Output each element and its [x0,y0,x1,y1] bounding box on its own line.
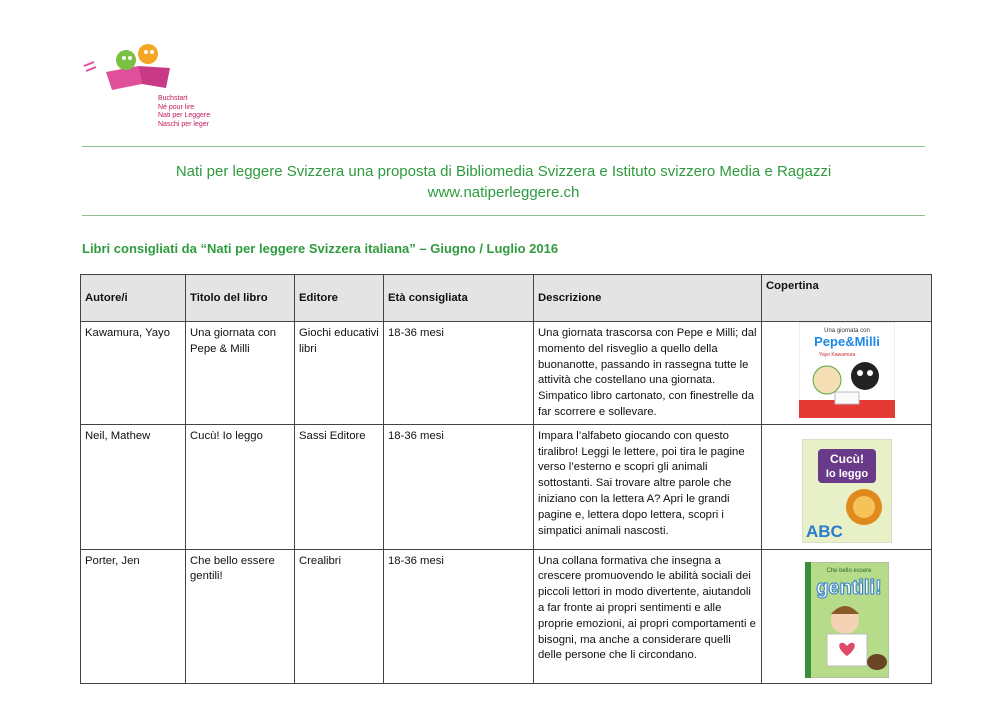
book-cover-gentili [805,562,889,678]
svg-text:Io leggo: Io leggo [825,467,868,480]
table-row [81,549,932,684]
logo [80,38,220,134]
col-header-editore: Editore [295,275,384,322]
svg-text:ABC: ABC [805,521,843,541]
col-header-titolo: Titolo del libro [186,275,295,322]
logo-line: Né pour lire [158,103,195,111]
cell-descrizione: Una collana formativa che insegna a crescere promuovendo le abilità sociali dei piccoli lettori in modo divertente, aiutandoli a far fronte ai propri sentimenti e alle proprie emozioni, ai propri comportamenti e bisogni, ma anche a considerare quelli delle persone che li circondano. [534,549,762,684]
cell-editore: Sassi Editore [295,424,384,549]
logo-figure-green [116,50,136,70]
logo-line: Nati per Leggere [158,112,211,119]
cell-copertina [762,322,932,425]
cell-autore: Kawamura, Yayo [81,322,186,425]
svg-text:Che bello essere: Che bello essere [825,567,872,574]
svg-text:gentili!: gentili! [815,576,882,599]
svg-text:Una giornata con: Una giornata con [823,328,870,334]
cell-editore: Crealibri [295,549,384,684]
logo-text [158,95,210,129]
cell-eta: 18-36 mesi [384,322,534,425]
divider-top [82,146,925,147]
cell-eta: 18-36 mesi [384,549,534,684]
cell-copertina [762,424,932,549]
book-cover-cucu-io-leggo [802,439,892,543]
col-header-descrizione: Descrizione [534,275,762,322]
col-header-copertina: Copertina [762,275,932,322]
logo-figure-orange [138,44,158,64]
cell-editore: Giochi educativi libri [295,322,384,425]
cell-eta: 18-36 mesi [384,424,534,549]
cell-descrizione: Una giornata trascorsa con Pepe e Milli; dal momento del risveglio a quello della buonanotte, passando in rassegna tutte le attività che costellano una giornata. Simpatico libro cartonato, con finestrelle da far scorrere e sollevare. [534,322,762,425]
cell-autore: Porter, Jen [81,549,186,684]
cell-titolo: Cucù! Io leggo [186,424,295,549]
table-row [81,322,932,425]
svg-text:Cucù!: Cucù! [829,451,864,466]
svg-text:Pepe&Milli: Pepe&Milli [813,334,880,349]
cell-copertina [762,549,932,684]
cell-titolo: Che bello essere gentili! [186,549,295,684]
cell-descrizione: Impara l’alfabeto giocando con questo tiralibro! Leggi le lettere, poi tira le pagine verso l’esterno e scopri gli animali sottostanti. Sai trovare altre parole che iniziano con la lettera A? Apri le grandi pagine e, lettera dopo lettera, scopri i simpatici animali nascosti. [534,424,762,549]
cell-titolo: Una giornata con Pepe & Milli [186,322,295,425]
logo-line: Naschi per leger [158,120,209,128]
table-header-row [81,275,932,322]
logo-graphic [80,38,200,100]
svg-text:Yayo Kawamura: Yayo Kawamura [818,352,855,358]
cell-autore: Neil, Mathew [81,424,186,549]
books-table [80,274,932,684]
header-title: Nati per leggere Svizzera una proposta di Bibliomedia Svizzera e Istituto svizzero Media e Ragazzi [175,163,832,180]
table-row [81,424,932,549]
page-subtitle: Libri consigliati da “Nati per leggere Svizzera italiana” – Giugno / Luglio 2016 [82,241,559,256]
header-url[interactable]: www.natiperleggere.ch [427,184,580,201]
logo-line: Buchstart [158,95,188,102]
divider-bottom [82,215,925,216]
book-cover-pepe-milli [799,322,895,418]
col-header-autore: Autore/i [81,275,186,322]
col-header-eta: Età consigliata [384,275,534,322]
logo-book-right [138,66,170,88]
